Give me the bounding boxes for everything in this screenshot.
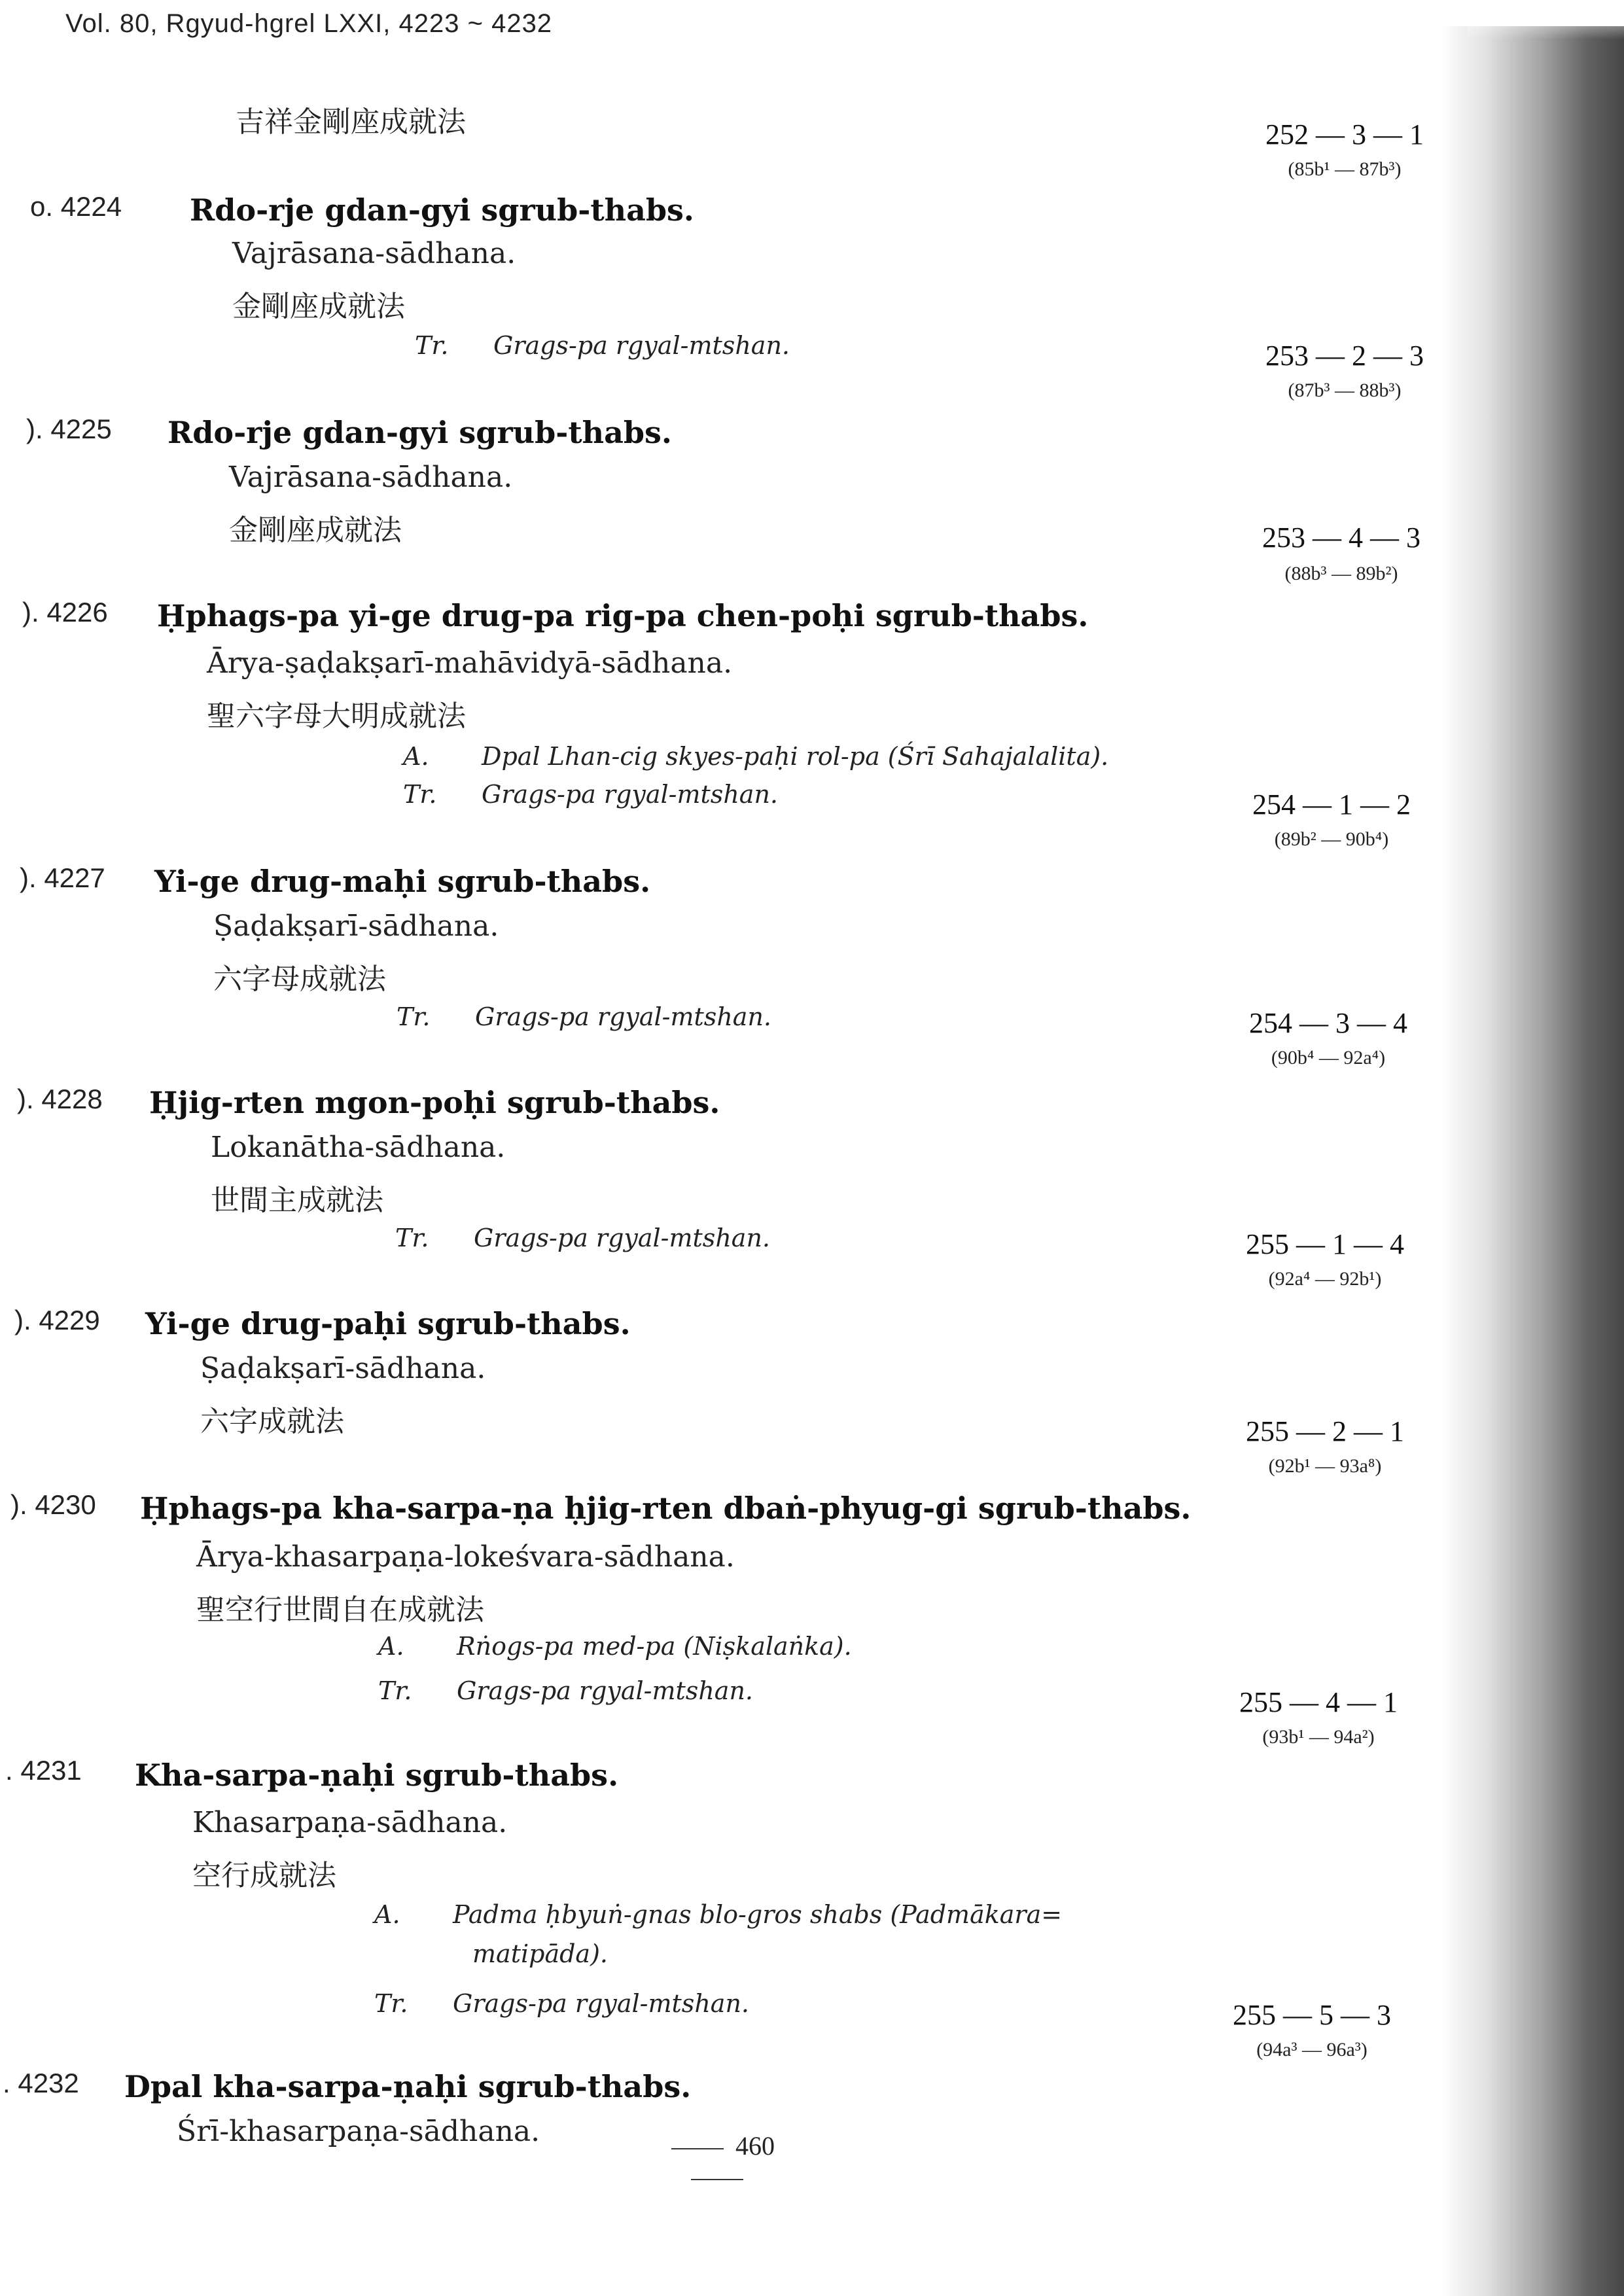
entry-sanskrit-title: Lokanātha-sādhana. [211,1131,506,1164]
entry-folio: (89b² — 90b⁴) [1274,828,1389,850]
entry-location: 254 — 3 — 4 [1249,1007,1407,1039]
entry-chinese-title: 世間主成就法 [211,1184,383,1217]
translator-label: Tr. [403,780,437,809]
translator-name: Grags-pa rgyal-mtshan. [457,1676,753,1705]
translator-label: Tr. [415,331,449,360]
entry-tibetan-title: Dpal kha-sarpa-ṇaḥi sgrub-thabs. [124,2069,692,2104]
entry-tibetan-title: Ḥjig-rten mgon-poḥi sgrub-thabs. [149,1085,720,1120]
entry-location: 255 — 4 — 1 [1239,1686,1398,1718]
entry-number: ). 4229 [14,1305,100,1335]
entry-location: 254 — 1 — 2 [1252,788,1411,821]
translator-name: Grags-pa rgyal-mtshan. [493,331,790,360]
entry-tibetan-title: Rdo-rje gdan-gyi sgrub-thabs. [190,192,694,228]
entry-translator-line [374,1989,749,2018]
entry-sanskrit-title: Ārya-ṣaḍakṣarī-mahāvidyā-sādhana. [207,646,733,680]
entry-translator-line [395,1224,770,1252]
entry-4223-folio: (85b¹ — 87b³) [1288,158,1402,180]
translator-label: Tr. [397,1002,431,1031]
entry-number: ). 4230 [10,1489,96,1520]
translator-label: Tr. [395,1224,429,1252]
entry-tibetan-title: Ḥphags-pa yi-ge drug-pa rig-pa chen-poḥi sgrub-thabs. [157,598,1089,633]
entry-number: . 4231 [5,1755,82,1786]
entry-number: o. 4224 [30,191,122,222]
entry-author-line [403,742,1108,771]
author-name: Dpal Lhan-cig skyes-paḥi rol-pa (Śrī Sahajalalita). [482,742,1109,771]
entry-folio: (92a⁴ — 92b¹) [1268,1268,1382,1290]
entry-number: ). 4225 [26,414,112,444]
running-head: Vol. 80, Rgyud-hgrel LXXI, 4223 ~ 4232 [65,9,553,38]
author-name: Padma ḥbyuṅ-gnas blo-gros shabs (Padmākara= [453,1900,1063,1929]
entry-number: ). 4226 [22,597,108,627]
entry-number: ). 4228 [17,1084,103,1114]
entry-number: . 4232 [3,2068,79,2098]
entry-location: 255 — 2 — 1 [1246,1415,1404,1447]
author-label: A. [378,1632,404,1661]
entry-author-continuation: matipāda). [472,1939,608,1968]
entry-author-line [374,1900,1062,1929]
scan-shadow-edge [1441,26,1624,2296]
page-number-rule-left [671,2148,724,2149]
page-number-text: 460 [735,2131,775,2161]
page-number-rule-right [691,2179,743,2180]
entry-chinese-title: 六字成就法 [200,1405,344,1438]
page-number [626,2130,809,2192]
entry-tibetan-title: Kha-sarpa-ṇaḥi sgrub-thabs. [135,1757,619,1793]
entry-tibetan-title: Yi-ge drug-maḥi sgrub-thabs. [154,864,651,899]
entry-chinese-title: 聖空行世間自在成就法 [196,1593,484,1627]
entry-4223-chinese-title: 吉祥金剛座成就法 [236,105,466,139]
entry-tibetan-title: Rdo-rje gdan-gyi sgrub-thabs. [168,415,672,450]
entry-chinese-title: 空行成就法 [192,1859,336,1892]
entry-location: 255 — 5 — 3 [1233,1999,1391,2031]
author-name: Rṅogs-pa med-pa (Niṣkalaṅka). [457,1632,852,1661]
translator-name: Grags-pa rgyal-mtshan. [474,1224,770,1252]
entry-folio: (90b⁴ — 92a⁴) [1271,1047,1386,1069]
entry-folio: (93b¹ — 94a²) [1262,1726,1375,1748]
entry-author-line [378,1632,852,1661]
entry-tibetan-title: Ḥphags-pa kha-sarpa-ṇa ḥjig-rten dbaṅ-phyug-gi sgrub-thabs. [140,1491,1192,1526]
entry-location: 253 — 2 — 3 [1265,340,1424,372]
entry-chinese-title: 六字母成就法 [213,963,386,996]
entry-location: 253 — 4 — 3 [1262,521,1421,554]
entry-sanskrit-title: Ārya-khasarpaṇa-lokeśvara-sādhana. [196,1540,735,1574]
entry-sanskrit-title: Khasarpaṇa-sādhana. [192,1806,508,1839]
translator-label: Tr. [378,1676,412,1705]
entry-sanskrit-title: Ṣaḍakṣarī-sādhana. [213,910,499,943]
entry-location: 255 — 1 — 4 [1246,1228,1404,1260]
entry-folio: (88b³ — 89b²) [1284,563,1398,584]
entry-folio: (94a³ — 96a³) [1256,2039,1368,2060]
entry-chinese-title: 金剛座成就法 [232,290,405,323]
entry-translator-line [415,331,790,360]
entry-sanskrit-title: Vajrāsana-sādhana. [229,461,513,494]
translator-name: Grags-pa rgyal-mtshan. [475,1002,771,1031]
entry-chinese-title: 金剛座成就法 [229,514,402,547]
entry-translator-line [378,1676,753,1705]
entry-sanskrit-title: Vajrāsana-sādhana. [232,237,516,270]
entry-chinese-title: 聖六字母大明成就法 [207,699,466,733]
author-label: A. [403,742,429,771]
translator-name: Grags-pa rgyal-mtshan. [453,1989,749,2018]
entry-translator-line [403,780,778,809]
translator-name: Grags-pa rgyal-mtshan. [482,780,778,809]
entry-number: ). 4227 [20,862,105,893]
entry-folio: (87b³ — 88b³) [1288,380,1402,401]
entry-sanskrit-title: Ṣaḍakṣarī-sādhana. [200,1352,486,1385]
translator-label: Tr. [374,1989,408,2018]
entry-sanskrit-title: Śrī-khasarpaṇa-sādhana. [177,2115,540,2148]
entry-4223-location: 252 — 3 — 1 [1265,118,1424,150]
scan-shadow-fade [1467,0,1624,39]
entry-folio: (92b¹ — 93a⁸) [1268,1455,1382,1477]
entry-tibetan-title: Yi-ge drug-paḥi sgrub-thabs. [145,1306,631,1341]
author-label: A. [374,1900,400,1929]
entry-translator-line [397,1002,771,1031]
